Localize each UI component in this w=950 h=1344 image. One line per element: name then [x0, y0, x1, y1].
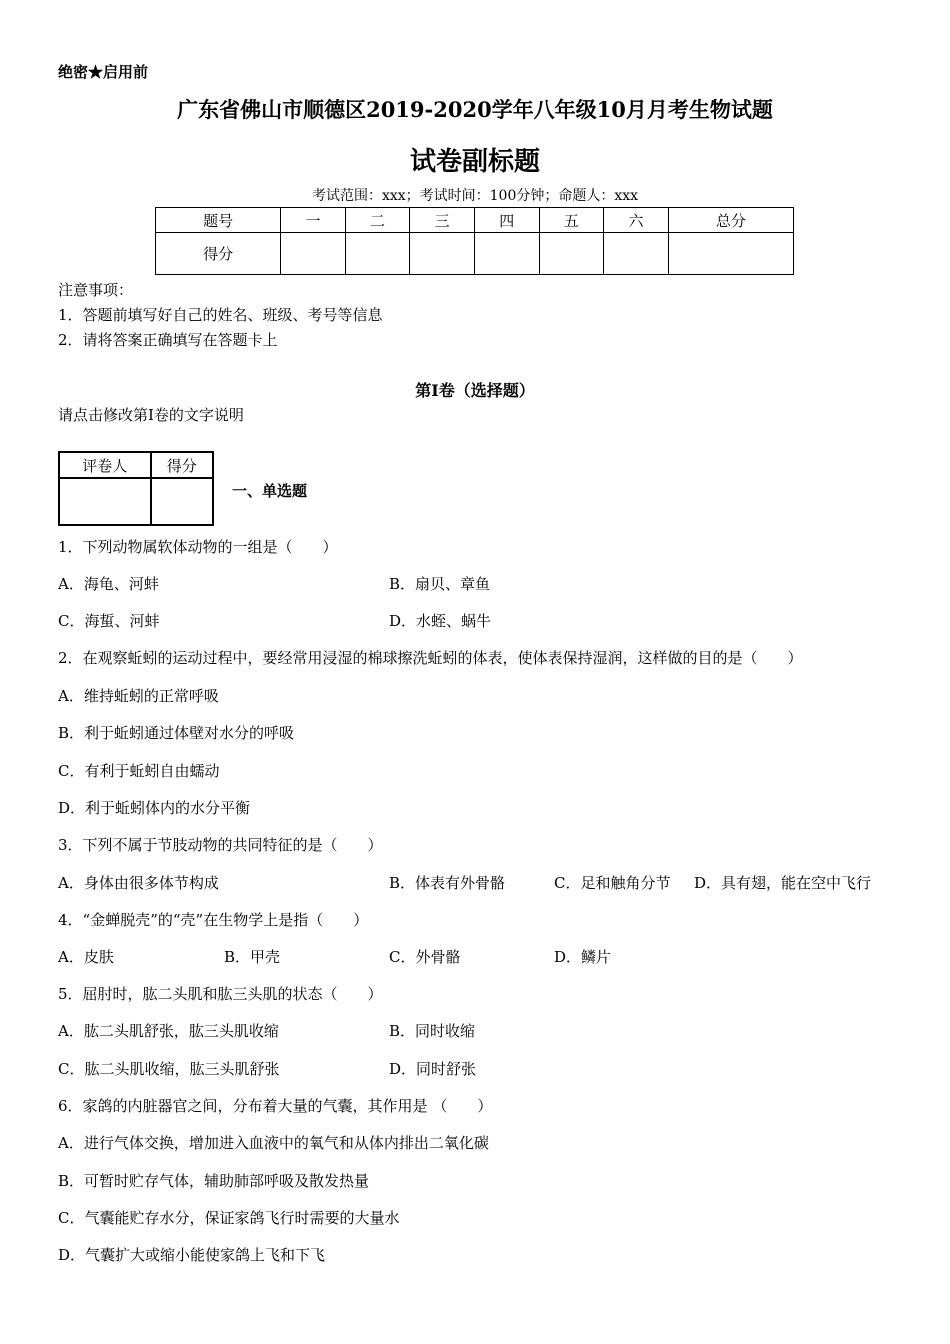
option-c: C．肱二头肌收缩，肱三头肌舒张 — [58, 1060, 280, 1078]
secret-label: 绝密★启用前 — [58, 63, 149, 81]
option-d: D．利于蚯蚓体内的水分平衡 — [58, 799, 251, 817]
score-header-cell: 一 — [281, 208, 346, 233]
score-cell — [604, 233, 669, 275]
option-a: A．身体由很多体节构成 — [58, 874, 219, 892]
option-a: A．肱二头肌舒张，肱三头肌收缩 — [58, 1022, 279, 1040]
note-item: 1．答题前填写好自己的姓名、班级、考号等信息 — [58, 306, 383, 324]
question-stem: 3．下列不属于节肢动物的共同特征的是（ ） — [58, 836, 383, 854]
score-header-cell: 六 — [604, 208, 669, 233]
score-header-cell: 题号 — [156, 208, 281, 233]
score-table-header-row — [156, 208, 794, 233]
question-stem: 5．屈肘时，肱二头肌和肱三头肌的状态（ ） — [58, 985, 383, 1003]
score-cell — [410, 233, 475, 275]
option-b: B．甲壳 — [224, 948, 281, 966]
option-b: B．扇贝、章鱼 — [389, 575, 491, 593]
option-c: C．海蜇、河蚌 — [58, 612, 160, 630]
grader-table — [58, 451, 214, 526]
score-cell — [474, 233, 539, 275]
question-type-heading: 一、单选题 — [232, 482, 308, 500]
grader-header-row — [59, 452, 213, 478]
note-item: 2．请将答案正确填写在答题卡上 — [58, 331, 278, 349]
section-title: 第I卷（选择题） — [415, 381, 535, 400]
option-a: A．维持蚯蚓的正常呼吸 — [58, 687, 219, 705]
score-header-cell: 三 — [410, 208, 475, 233]
grader-cell — [59, 478, 151, 525]
question-stem: 2．在观察蚯蚓的运动过程中，要经常用浸湿的棉球擦洗蚯蚓的体表，使体表保持湿润，这样做的目的是（ ） — [58, 649, 803, 667]
exam-info: 考试范围：xxx；考试时间：100分钟；命题人：xxx — [311, 188, 639, 204]
grader-blank-row — [59, 478, 213, 525]
option-b: B．可暂时贮存气体，辅助肺部呼吸及散发热量 — [58, 1172, 370, 1190]
exam-subtitle: 试卷副标题 — [409, 147, 540, 177]
score-cell — [668, 233, 793, 275]
score-header-cell: 二 — [345, 208, 410, 233]
option-a: A．海龟、河蚌 — [58, 575, 159, 593]
grader-header-cell: 评卷人 — [59, 452, 151, 478]
score-header-cell: 四 — [474, 208, 539, 233]
option-d: D．鳞片 — [554, 948, 612, 966]
option-c: C．有利于蚯蚓自由蠕动 — [58, 762, 220, 780]
score-cell — [539, 233, 604, 275]
score-table — [155, 207, 794, 275]
option-b: B．利于蚯蚓通过体壁对水分的呼吸 — [58, 724, 295, 742]
score-cell — [281, 233, 346, 275]
option-c: C．气囊能贮存水分，保证家鸽飞行时需要的大量水 — [58, 1209, 400, 1227]
score-header-cell: 五 — [539, 208, 604, 233]
option-d: D．气囊扩大或缩小能使家鸽上飞和下飞 — [58, 1246, 326, 1264]
option-d: D．水蛭、蜗牛 — [389, 612, 492, 630]
score-row-label: 得分 — [156, 233, 281, 275]
section-description: 请点击修改第I卷的文字说明 — [58, 406, 244, 424]
exam-title: 广东省佛山市顺德区2019-2020学年八年级10月月考生物试题 — [177, 97, 773, 122]
option-c: C．足和触角分节 — [554, 874, 671, 892]
score-header-cell: 总分 — [668, 208, 793, 233]
option-a: A．进行气体交换，增加进入血液中的氧气和从体内排出二氧化碳 — [58, 1134, 489, 1152]
option-b: B．体表有外骨骼 — [389, 874, 506, 892]
score-table-score-row — [156, 233, 794, 275]
option-c: C．外骨骼 — [389, 948, 461, 966]
score-cell — [345, 233, 410, 275]
option-d: D．具有翅，能在空中飞行 — [694, 874, 872, 892]
question-stem: 6．家鸽的内脏器官之间，分布着大量的气囊，其作用是 （ ） — [58, 1097, 493, 1115]
option-a: A．皮肤 — [58, 948, 114, 966]
question-stem: 4．“金蝉脱壳”的“壳”在生物学上是指（ ） — [58, 911, 369, 929]
option-b: B．同时收缩 — [389, 1022, 476, 1040]
option-d: D．同时舒张 — [389, 1060, 477, 1078]
question-stem: 1．下列动物属软体动物的一组是（ ） — [58, 538, 338, 556]
grader-header-cell: 得分 — [151, 452, 213, 478]
notes-title: 注意事项： — [58, 281, 134, 299]
grader-cell — [151, 478, 213, 525]
